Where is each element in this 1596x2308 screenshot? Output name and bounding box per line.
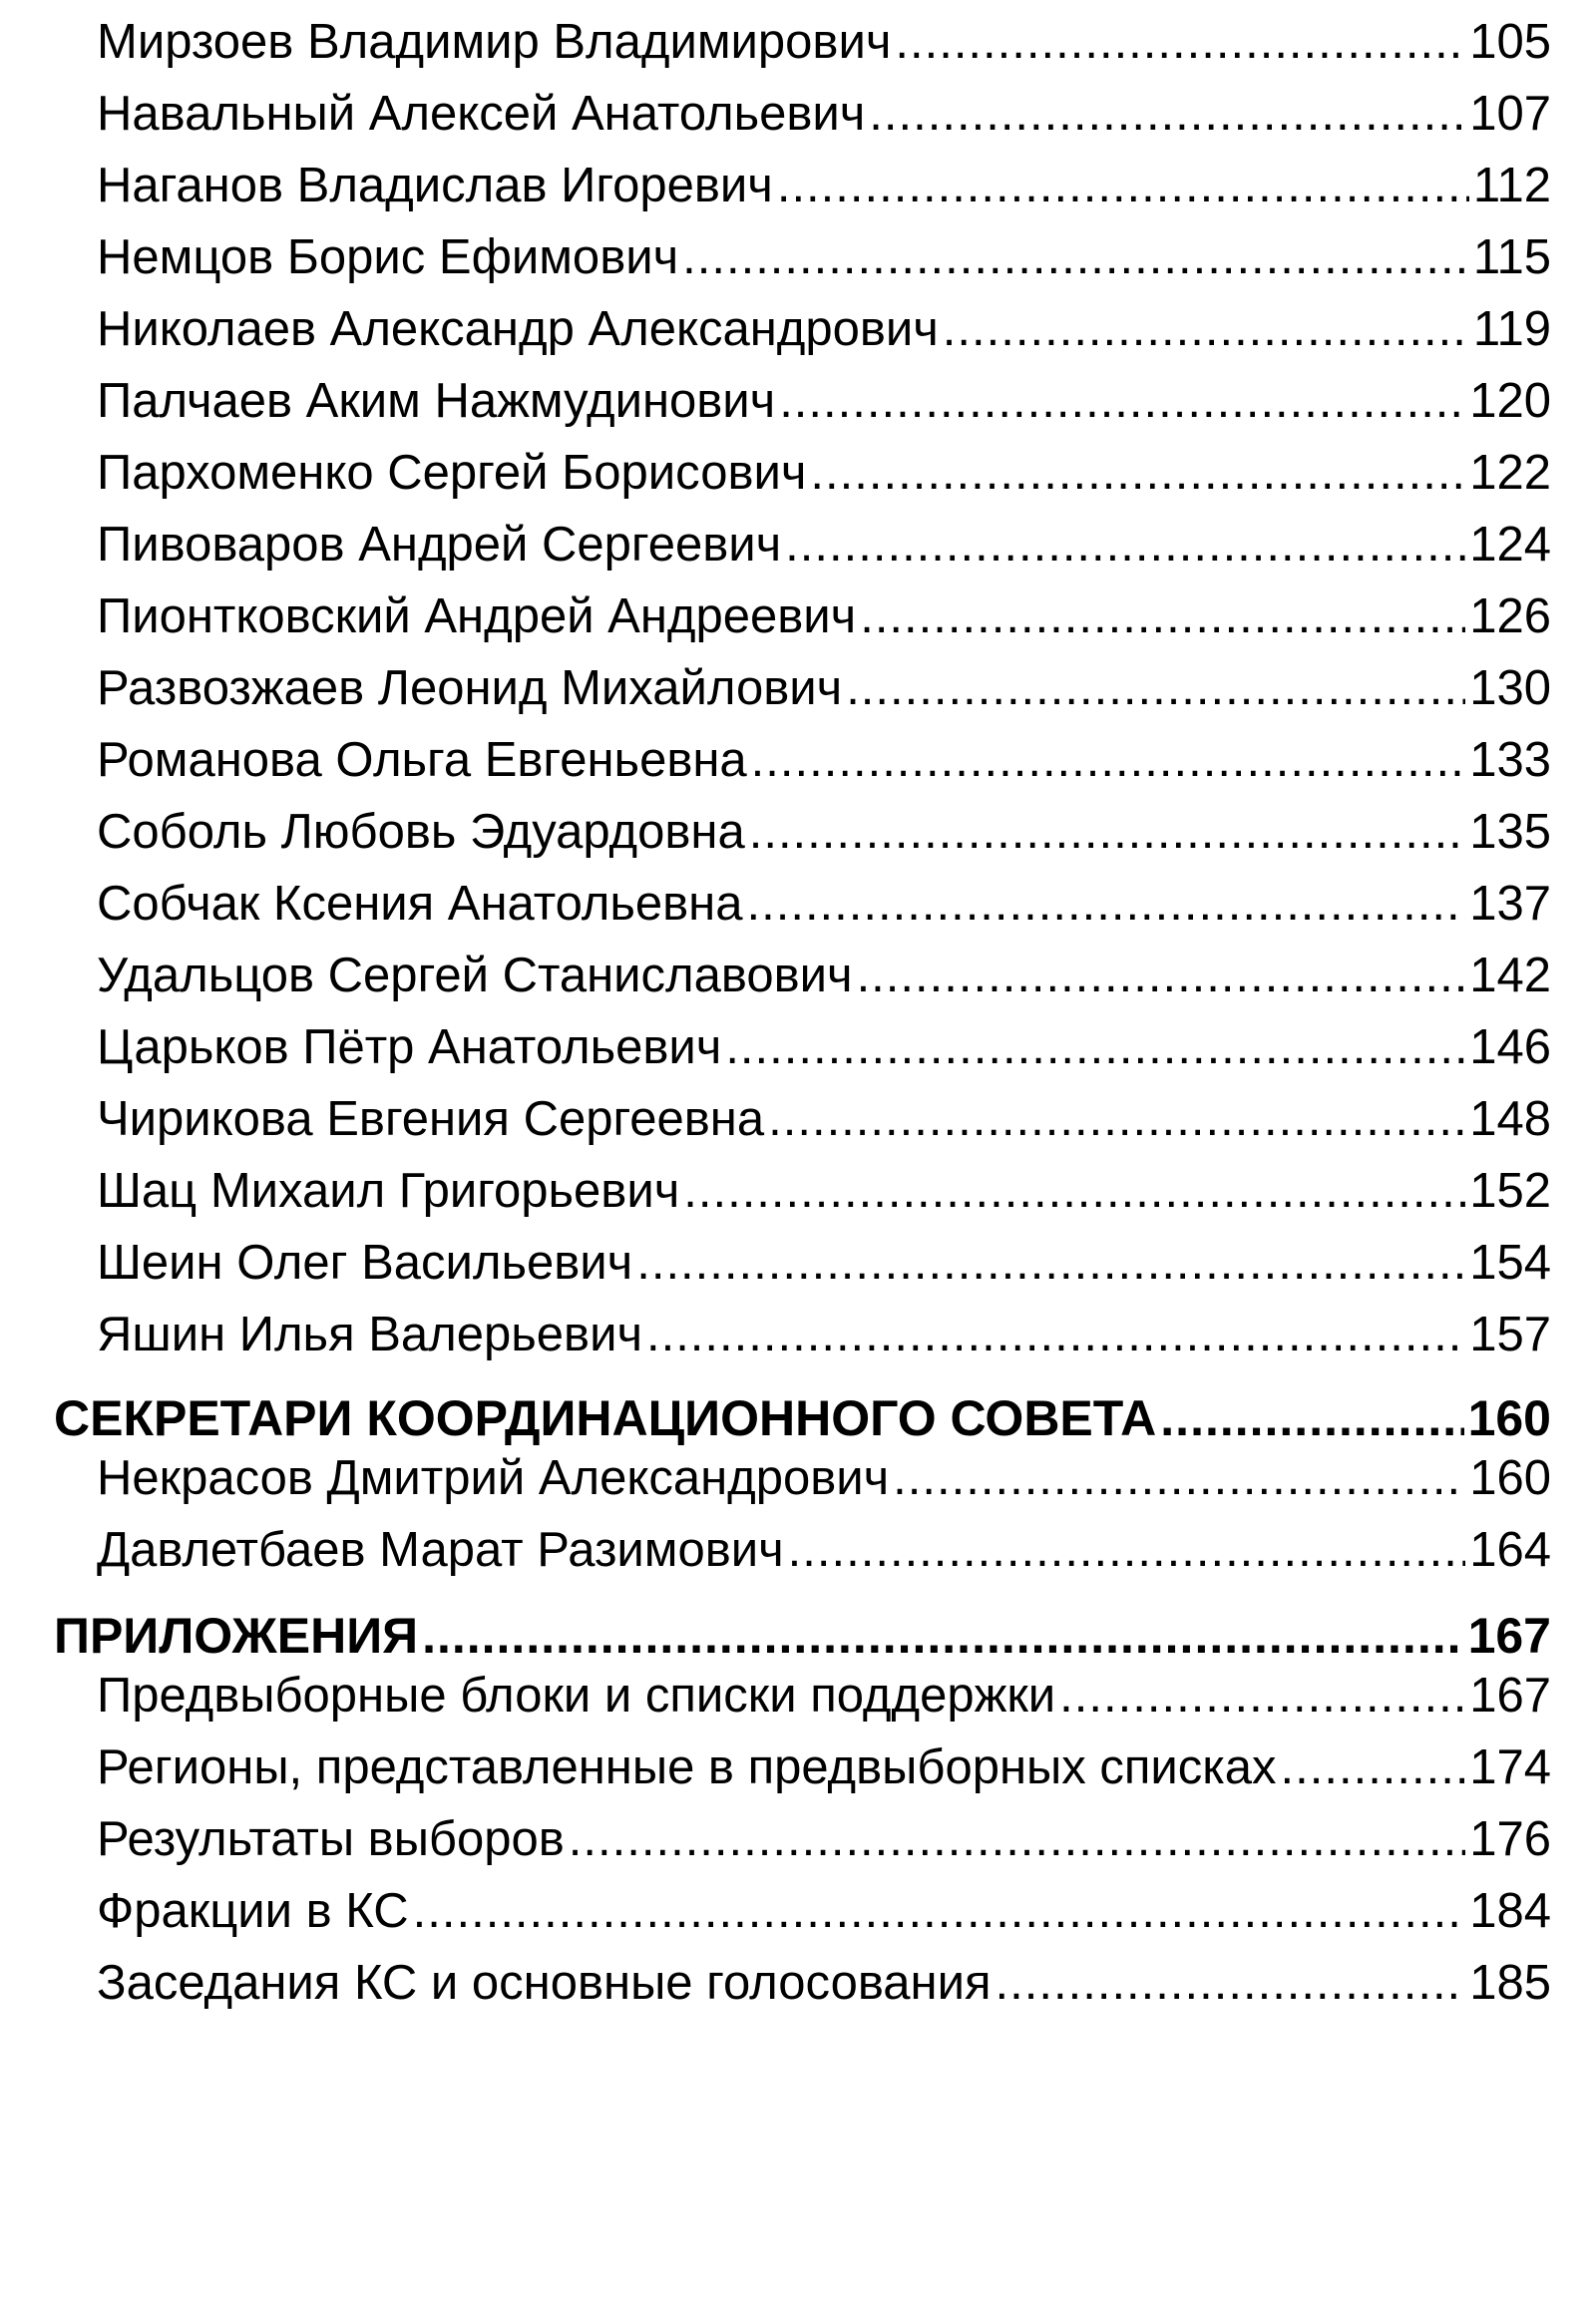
toc-entry[interactable] [97, 658, 1551, 718]
toc-entry-page: 115 [1472, 230, 1551, 284]
toc-entry-title: Царьков Пётр Анатольевич [97, 1020, 722, 1074]
toc-entry-page: 152 [1469, 1164, 1551, 1218]
toc-entry-title: Соболь Любовь Эдуардовна [97, 805, 745, 859]
dot-leader [682, 227, 1469, 287]
toc-entry-page: 126 [1469, 589, 1551, 643]
dot-leader [746, 874, 1465, 934]
toc-entry-title: Палчаев Аким Нажмудинович [97, 374, 776, 428]
toc-entry[interactable] [97, 1089, 1551, 1149]
toc-entry[interactable] [97, 802, 1551, 862]
toc-entry-page: 122 [1469, 446, 1551, 500]
toc-entry-title: Навальный Алексей Анатольевич [97, 87, 866, 141]
toc-section-page: 160 [1467, 1390, 1551, 1446]
dot-leader [422, 1606, 1463, 1666]
toc-section-page: 167 [1467, 1608, 1551, 1664]
toc-entry-title: Немцов Борис Ефимович [97, 230, 679, 284]
toc-entry[interactable] [97, 1305, 1551, 1364]
toc-entry-title: Некрасов Дмитрий Александрович [97, 1451, 890, 1505]
toc-entry-page: 130 [1469, 661, 1551, 715]
toc-entry[interactable] [97, 1881, 1551, 1941]
toc-entry-title: Наганов Владислав Игоревич [97, 159, 773, 212]
toc-section-title: ПРИЛОЖЕНИЯ [54, 1608, 419, 1664]
toc-entry-page: 167 [1469, 1669, 1551, 1723]
dot-leader [943, 299, 1469, 359]
toc-section-secretaries[interactable] [54, 1388, 1551, 1448]
dot-leader [1281, 1737, 1466, 1797]
toc-entry[interactable] [97, 1520, 1551, 1580]
toc-entry[interactable] [97, 874, 1551, 934]
dot-leader [895, 12, 1465, 72]
toc-entry[interactable] [97, 515, 1551, 575]
toc-entry-page: 142 [1469, 949, 1551, 1002]
toc-entry-title: Регионы, представленные в предвыборных списках [97, 1740, 1277, 1794]
toc-entry[interactable] [97, 730, 1551, 790]
dot-leader [779, 371, 1465, 431]
toc-entry[interactable] [97, 1017, 1551, 1077]
toc-entry-title: Фракции в КС [97, 1884, 409, 1938]
toc-entry[interactable] [97, 12, 1551, 72]
dot-leader [860, 586, 1465, 646]
toc-entry-page: 160 [1469, 1451, 1551, 1505]
toc-entry[interactable] [97, 1953, 1551, 2013]
toc-entry-title: Пархоменко Сергей Борисович [97, 446, 807, 500]
dot-leader [636, 1233, 1465, 1293]
dot-leader [846, 658, 1465, 718]
toc-entry-title: Романова Ольга Евгеньевна [97, 733, 747, 787]
dot-leader [569, 1809, 1465, 1869]
toc-entry[interactable] [97, 1233, 1551, 1293]
toc-entry-title: Заседания КС и основные голосования [97, 1956, 992, 2010]
toc-entry[interactable] [97, 156, 1551, 215]
toc-entry-title: Шеин Олег Васильевич [97, 1236, 633, 1290]
dot-leader [788, 1520, 1466, 1580]
toc-section-appendices[interactable] [54, 1606, 1551, 1666]
toc-entry[interactable] [97, 443, 1551, 503]
toc-entry-page: 120 [1469, 374, 1551, 428]
dot-leader [749, 802, 1466, 862]
toc-entry-page: 119 [1472, 302, 1551, 356]
toc-entry-title: Николаев Александр Александрович [97, 302, 939, 356]
toc-entry-title: Пивоваров Андрей Сергеевич [97, 518, 782, 572]
toc-entry[interactable] [97, 227, 1551, 287]
toc-entry-title: Предвыборные блоки и списки поддержки [97, 1669, 1056, 1723]
toc-entry-title: Шац Михаил Григорьевич [97, 1164, 680, 1218]
dot-leader [646, 1305, 1465, 1364]
dot-leader [1160, 1388, 1463, 1448]
toc-section-title: СЕКРЕТАРИ КООРДИНАЦИОННОГО СОВЕТА [54, 1390, 1157, 1446]
dot-leader [869, 84, 1465, 144]
toc-entry-title: Результаты выборов [97, 1812, 565, 1866]
toc-entry[interactable] [97, 1448, 1551, 1508]
toc-entry-page: 185 [1469, 1956, 1551, 2010]
toc-entry[interactable] [97, 299, 1551, 359]
dot-leader [413, 1881, 1466, 1941]
toc-entry[interactable] [97, 84, 1551, 144]
toc-entry-title: Чирикова Евгения Сергеевна [97, 1092, 765, 1146]
toc-entry[interactable] [97, 1161, 1551, 1221]
toc-entry-page: 157 [1469, 1308, 1551, 1361]
toc-entry-page: 135 [1469, 805, 1551, 859]
toc-entry[interactable] [97, 1809, 1551, 1869]
dot-leader [857, 946, 1466, 1005]
toc-entry[interactable] [97, 371, 1551, 431]
toc-entry-title: Мирзоев Владимир Владимирович [97, 15, 892, 69]
dot-leader [683, 1161, 1465, 1221]
dot-leader [785, 515, 1465, 575]
dot-leader [1059, 1666, 1465, 1726]
toc-entry-page: 146 [1469, 1020, 1551, 1074]
toc-entry[interactable] [97, 1737, 1551, 1797]
toc-entry-page: 112 [1472, 159, 1551, 212]
toc-entry-page: 133 [1469, 733, 1551, 787]
dot-leader [810, 443, 1465, 503]
toc-entry-page: 124 [1469, 518, 1551, 572]
toc-entry-page: 164 [1469, 1523, 1551, 1577]
toc-entry-page: 137 [1469, 877, 1551, 931]
toc-entry-page: 107 [1469, 87, 1551, 141]
toc-entry[interactable] [97, 946, 1551, 1005]
dot-leader [751, 730, 1466, 790]
dot-leader [893, 1448, 1465, 1508]
toc-entry[interactable] [97, 586, 1551, 646]
toc-entry-page: 154 [1469, 1236, 1551, 1290]
toc-entry[interactable] [97, 1666, 1551, 1726]
toc-entry-page: 174 [1469, 1740, 1551, 1794]
dot-leader [768, 1089, 1465, 1149]
dot-leader [777, 156, 1469, 215]
toc-entry-title: Яшин Илья Валерьевич [97, 1308, 642, 1361]
toc-entry-title: Пионтковский Андрей Андреевич [97, 589, 857, 643]
dot-leader [996, 1953, 1466, 2013]
toc-entry-page: 148 [1469, 1092, 1551, 1146]
toc-entry-title: Собчак Ксения Анатольевна [97, 877, 743, 931]
toc-entry-title: Удальцов Сергей Станиславович [97, 949, 853, 1002]
toc-entry-title: Давлетбаев Марат Разимович [97, 1523, 784, 1577]
dot-leader [725, 1017, 1465, 1077]
toc-entry-page: 176 [1469, 1812, 1551, 1866]
toc-entry-title: Развозжаев Леонид Михайлович [97, 661, 843, 715]
toc-entry-page: 105 [1469, 15, 1551, 69]
toc-entry-page: 184 [1469, 1884, 1551, 1938]
